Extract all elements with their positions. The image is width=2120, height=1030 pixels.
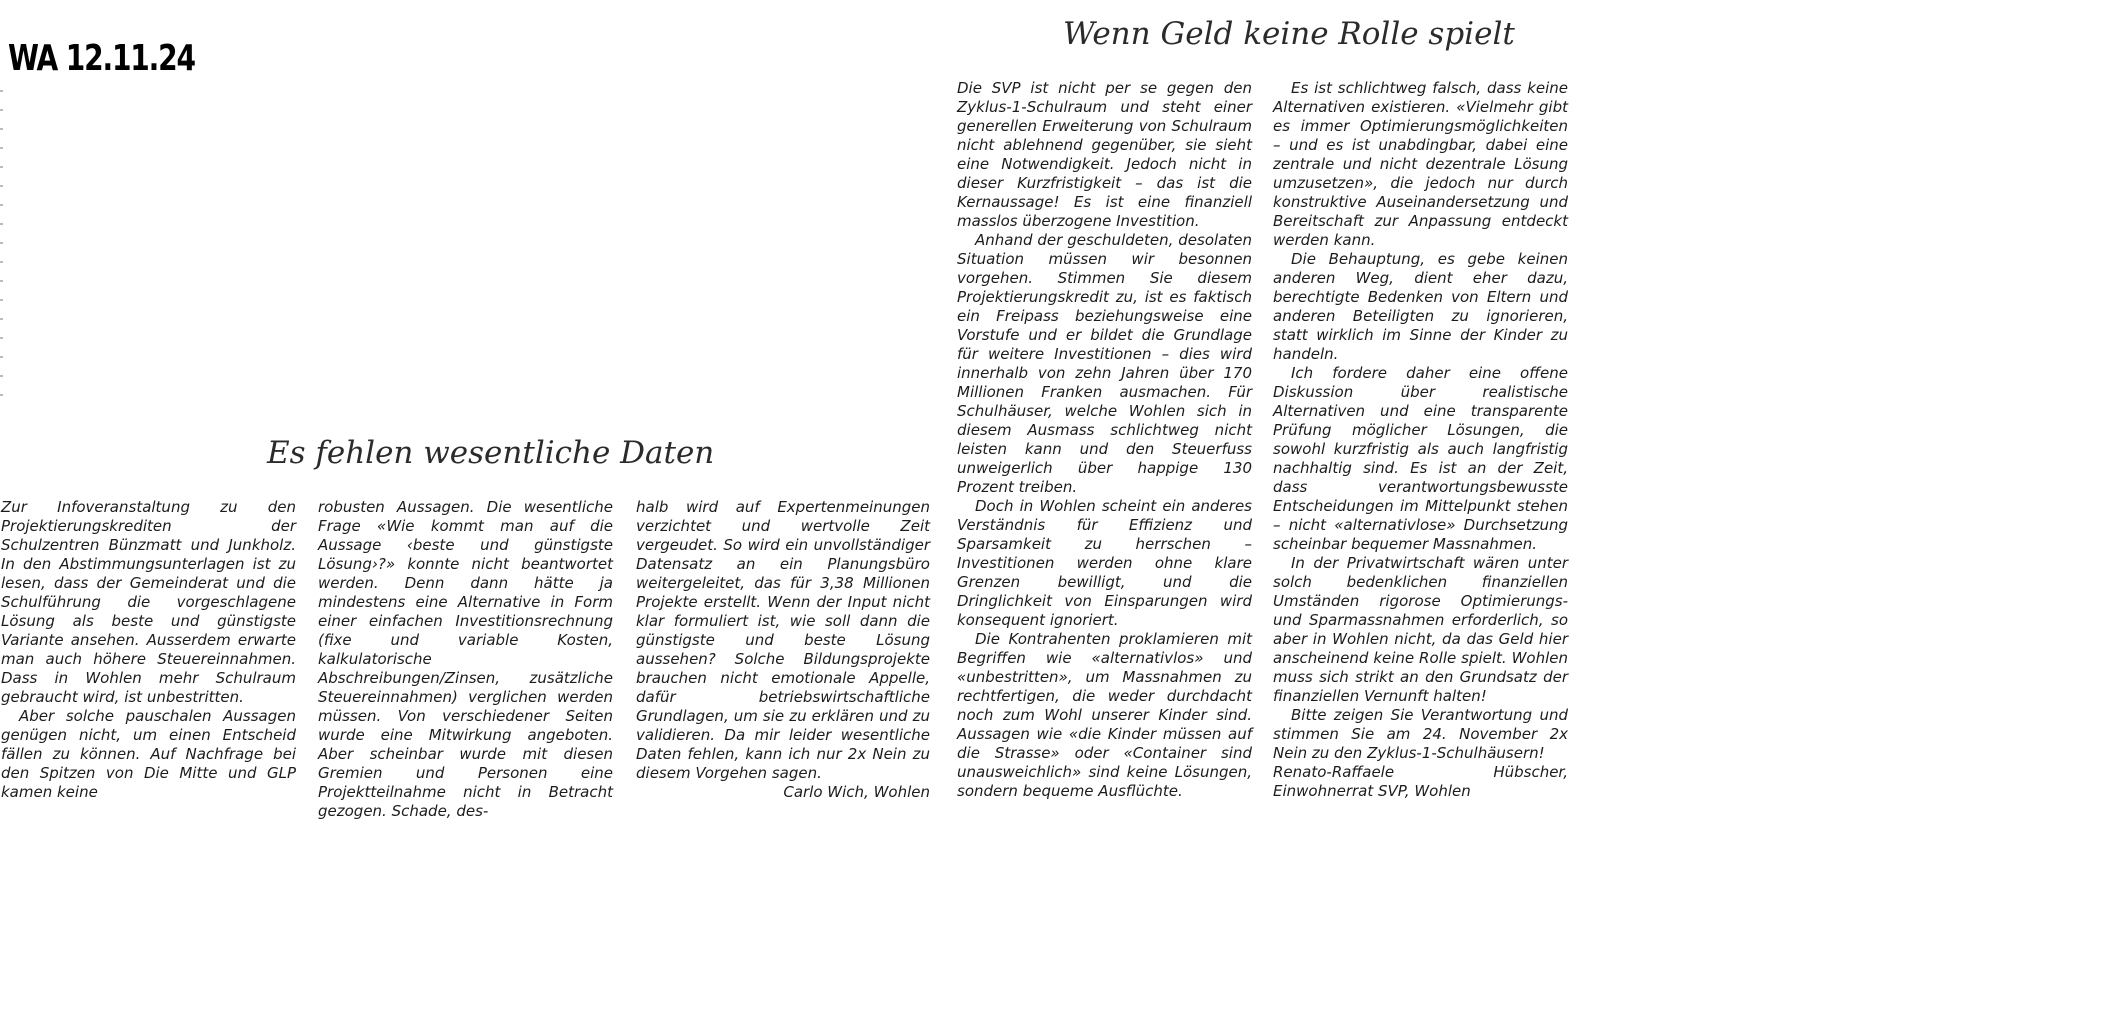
scan-edge-marks	[0, 90, 3, 400]
headline-right-letter: Wenn Geld keine Rolle spielt	[1063, 16, 1515, 52]
paragraph: robusten Aussagen. Die wesentliche Frage «Wie kommt man auf die Aussage ‹beste und günstigste Lösung›?» konnte nicht beantwortet werden. Denn dann hätte ja mindestens eine Alternative in Form einer einfachen Investitionsrechnung (fixe und variable Kosten, kalkulatorische Abschreibungen/Zinsen, zusätzliche Steuereinnahmen) verglichen werden müssen. Von verschiedener Seiten wurde eine Mitwirkung angeboten. Aber scheinbar wurde mit diesen Gremien und Personen eine Projektteilnahme nicht in Betracht gezogen. Schade, des-	[318, 498, 613, 820]
author-signature: Carlo Wich, Wohlen	[783, 783, 930, 801]
paragraph-text: halb wird auf Expertenmeinungen verzichtet und wertvolle Zeit vergeudet. So wird ein unvollständiger Datensatz an ein Planungsbüro weitergeleitet, das für 3,38 Millionen Projekte erstellt. Wenn der Input nicht klar formuliert ist, wie soll dann die günstigste und beste Lösung aussehen? Solche Bildungsprojekte brauchen nicht emotionale Appelle, dafür betriebswirtschaftliche Grundlagen, um sie zu erklären und zu validieren. Da mir leider wesentliche Daten fehlen, kann ich nur 2x Nein zu diesem Vorgehen sagen.	[636, 498, 930, 782]
date-stamp: WA 12.11.24	[8, 38, 195, 79]
left-letter-column-3	[636, 498, 930, 802]
paragraph: Die Behauptung, es gebe keinen anderen Weg, dient eher dazu, berechtigte Bedenken von Eltern und anderen Beteiligten zu ignorieren, statt wirklich im Sinne der Kinder zu handeln.	[1273, 250, 1568, 363]
paragraph: Die SVP ist nicht per se gegen den Zyklus-1-Schulraum und steht einer generellen Erweiterung von Schulraum nicht ablehnend gegenüber, sie sieht eine Notwendigkeit. Jedoch nicht in dieser Kurzfristigkeit – das ist die Kernaussage! Es ist eine finanziell masslos überzogene Investition.	[957, 79, 1252, 230]
author-signature: Renato-Raffaele Hübscher, Einwohnerrat SVP, Wohlen	[1273, 763, 1568, 800]
right-letter-column-1	[957, 79, 1252, 801]
paragraph: Doch in Wohlen scheint ein anderes Verständnis für Effizienz und Sparsamkeit zu herrschen – Investitionen werden ohne klare Grenzen bewilligt, und die Dringlichkeit von Einsparungen wird konsequent ignoriert.	[957, 497, 1252, 629]
right-letter-column-2	[1273, 79, 1568, 801]
left-letter-column-2	[318, 498, 613, 821]
paragraph: Es ist schlichtweg falsch, dass keine Alternativen existieren. «Vielmehr gibt es immer Optimierungsmöglichkeiten – und es ist unabdingbar, dabei eine zentrale und nicht dezentrale Lösung umzusetzen», die jedoch nur durch konstruktive Auseinandersetzung und Bereitschaft zur Anpassung entdeckt werden kann.	[1273, 79, 1568, 249]
paragraph: Die Kontrahenten proklamieren mit Begriffen wie «alternativlos» und «unbestritten», um Massnahmen zu rechtfertigen, die weder durchdacht noch zum Wohl unserer Kinder sind. Aussagen wie «die Kinder müssen auf die Strasse» oder «Container sind unausweichlich» sind keine Lösungen, sondern bequeme Ausflüchte.	[957, 630, 1252, 800]
paragraph: Ich fordere daher eine offene Diskussion über realistische Alternativen und eine transparente Prüfung möglicher Lösungen, die sowohl kurzfristig als auch langfristig nachhaltig sind. Es ist an der Zeit, dass verantwortungsbewusste Entscheidungen im Mittelpunkt stehen – nicht «alternativlose» Durchsetzung scheinbar bequemer Massnahmen.	[1273, 364, 1568, 553]
paragraph: Bitte zeigen Sie Verantwortung und stimmen Sie am 24. November 2x Nein zu den Zyklus-1-Schulhäusern!	[1273, 706, 1568, 762]
paragraph: Aber solche pauschalen Aussagen genügen nicht, um einen Entscheid fällen zu können. Auf Nachfrage bei den Spitzen von Die Mitte und GLP kamen keine	[1, 707, 296, 801]
left-letter-column-1	[1, 498, 296, 802]
paragraph: In der Privatwirtschaft wären unter solch bedenklichen finanziellen Umständen rigorose Optimierungs- und Sparmassnahmen erforderlich, so aber in Wohlen nicht, da das Geld hier anscheinend keine Rolle spielt. Wohlen muss sich strikt an den Grundsatz der finanziellen Vernunft halten!	[1273, 554, 1568, 705]
paragraph	[636, 498, 930, 801]
paragraph: Zur Infoveranstaltung zu den Projektierungskrediten der Schulzentren Bünzmatt und Junkholz. In den Abstimmungsunterlagen ist zu lesen, dass der Gemeinderat und die Schulführung die vorgeschlagene Lösung als beste und günstigste Variante ansehen. Ausserdem erwarte man auch höhere Steuereinnahmen. Dass in Wohlen mehr Schulraum gebraucht wird, ist unbestritten.	[1, 498, 296, 706]
headline-left-letter: Es fehlen wesentliche Daten	[267, 435, 715, 471]
paragraph: Anhand der geschuldeten, desolaten Situation müssen wir besonnen vorgehen. Stimmen Sie diesem Projektierungskredit zu, ist es faktisch ein Freipass beziehungsweise eine Vorstufe und er bildet die Grundlage für weitere Investitionen – dies wird innerhalb von zehn Jahren über 170 Millionen Franken ausmachen. Für Schulhäuser, welche Wohlen sich in diesem Ausmass schlichtweg nicht leisten kann und den Steuerfuss unweigerlich über happige 130 Prozent treiben.	[957, 231, 1252, 496]
